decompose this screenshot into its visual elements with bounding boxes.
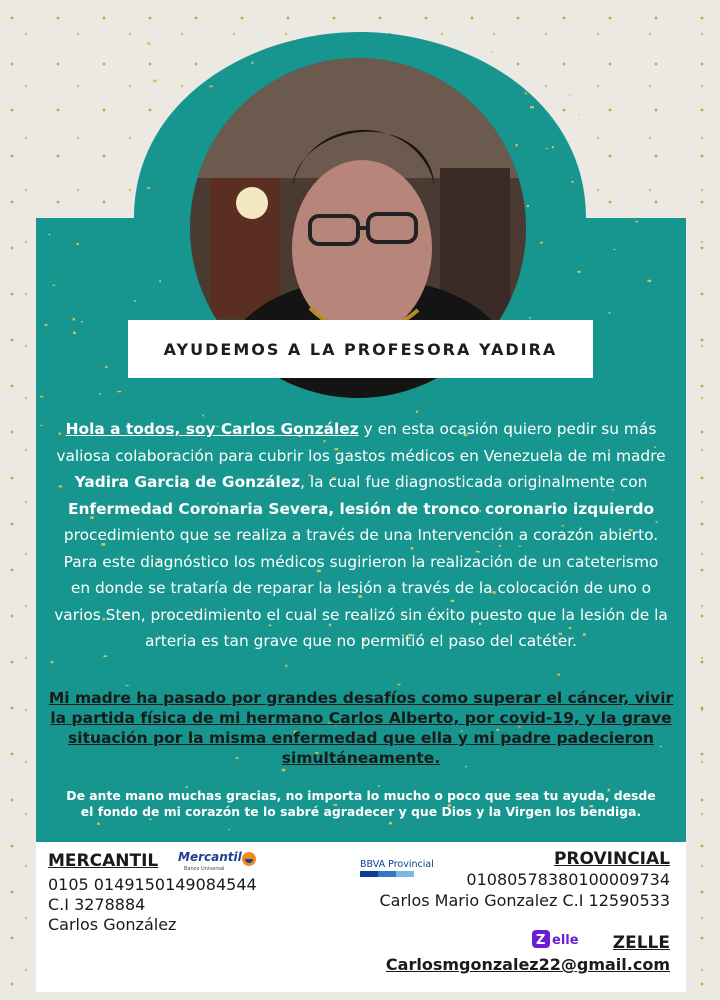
confetti-dot (491, 52, 493, 54)
page-title: AYUDEMOS A LA PROFESORA YADIRA (163, 339, 558, 359)
confetti-dot (117, 391, 121, 392)
confetti-dot (578, 114, 580, 115)
provincial-account: 01080578380100009734 (466, 870, 670, 889)
confetti-dot (97, 823, 100, 825)
confetti-dot (569, 94, 572, 95)
confetti-dot (147, 187, 150, 189)
confetti-dot (103, 655, 107, 657)
confetti-dot (389, 822, 392, 824)
intro-part1: y en esta ocasión quiero pedir su más valiosa colaboración para cubrir los gastos médicos en Venezuela de mi madre (56, 420, 666, 465)
confetti-dot (416, 411, 418, 413)
mercantil-account: 0105 0149150149084544 (48, 875, 257, 894)
provincial-heading: PROVINCIAL (553, 849, 670, 869)
confetti-dot (525, 93, 528, 95)
confetti-dot (229, 829, 231, 830)
mercantil-ci: C.I 3278884 (48, 895, 146, 914)
confetti-dot (557, 674, 560, 676)
confetti-dot (81, 321, 83, 323)
confetti-dot (285, 665, 287, 667)
intro-part2: , la cual fue diagnosticada originalmente con (300, 473, 648, 491)
confetti-dot (378, 785, 380, 787)
confetti-dot (530, 106, 534, 108)
confetti-dot (648, 280, 652, 282)
confetti-dot (609, 312, 611, 313)
confetti-dot (147, 42, 151, 45)
bbva-provincial-logo (358, 856, 454, 880)
confetti-dot (49, 234, 51, 236)
confetti-dot (614, 249, 616, 250)
confetti-dot (577, 271, 580, 273)
confetti-dot (546, 148, 548, 149)
mercantil-logo-text: Mercantil (178, 850, 242, 864)
confetti-dot (40, 425, 43, 426)
mercantil-heading: MERCANTIL (48, 851, 159, 871)
zelle-email: Carlosmgonzalez22@gmail.com (385, 955, 670, 974)
confetti-dot (282, 769, 285, 772)
title-banner (128, 320, 593, 378)
confetti-dot (40, 396, 43, 398)
confetti-dot (76, 243, 79, 245)
zelle-heading: ZELLE (612, 933, 670, 953)
thanks-paragraph: De ante mano muchas gracias, no importa lo mucho o poco que sea tu ayuda, desde el fondo de mi corazón te lo sabré agradecer y que Dios y la Virgen los bendiga. (66, 788, 656, 819)
confetti-dot (636, 221, 638, 223)
confetti-dot (45, 324, 48, 326)
confetti-dot (516, 144, 518, 146)
mercantil-logo-sub: Banco Universal (184, 866, 225, 872)
confetti-dot (159, 280, 161, 282)
confetti-dot (252, 62, 254, 64)
confetti-dot (99, 393, 102, 394)
confetti-dot (73, 332, 76, 335)
confetti-dot (529, 317, 531, 318)
confetti-dot (571, 181, 573, 183)
provincial-holder: Carlos Mario Gonzalez C.I 12590533 (379, 891, 670, 910)
confetti-dot (105, 366, 107, 368)
confetti-dot (52, 285, 55, 286)
confetti-dot (153, 80, 157, 83)
confetti-dot (51, 661, 54, 663)
confetti-dot (73, 318, 75, 321)
intro-paragraph (52, 416, 670, 655)
confetti-dot (126, 685, 129, 686)
intro-part3: procedimiento que se realiza a través de una Intervención a corazón abierto. Para este diagnóstico los médicos sugirieron la realización de un cateterismo en donde se trataría de reparar la lesión a través de la colocación de uno o varios Sten, procedimiento el cual se realizó sin éxito puesto que la lesión de la arteria es tan grave que no permitió el paso del catéter. (54, 526, 668, 650)
bbva-logo-text: BBVA Provincial (360, 859, 434, 870)
greeting-text: Hola a todos, soy Carlos González (65, 420, 359, 438)
confetti-dot (552, 146, 554, 148)
svg-text:Z: Z (536, 933, 546, 948)
mercantil-holder: Carlos González (48, 915, 177, 934)
confetti-dot (398, 684, 401, 686)
mercantil-logo (176, 849, 260, 873)
diagnosis-text: Enfermedad Coronaria Severa, lesión de tronco coronario izquierdo (67, 499, 655, 518)
confetti-dot (134, 300, 136, 302)
zelle-logo (532, 928, 594, 950)
confetti-dot (540, 242, 543, 244)
confetti-dot (527, 205, 529, 207)
challenges-paragraph: Mi madre ha pasado por grandes desafíos como superar el cáncer, vivir la partida física de mi hermano Carlos Alberto, por covid-19, y la grave situación por la misma enfermedad que ella y mi padre padecieron simultáneamente. (48, 689, 674, 767)
svg-text:elle: elle (552, 933, 579, 948)
mother-name: Yadira Garcia de González (74, 473, 301, 491)
confetti-dot (209, 86, 213, 87)
